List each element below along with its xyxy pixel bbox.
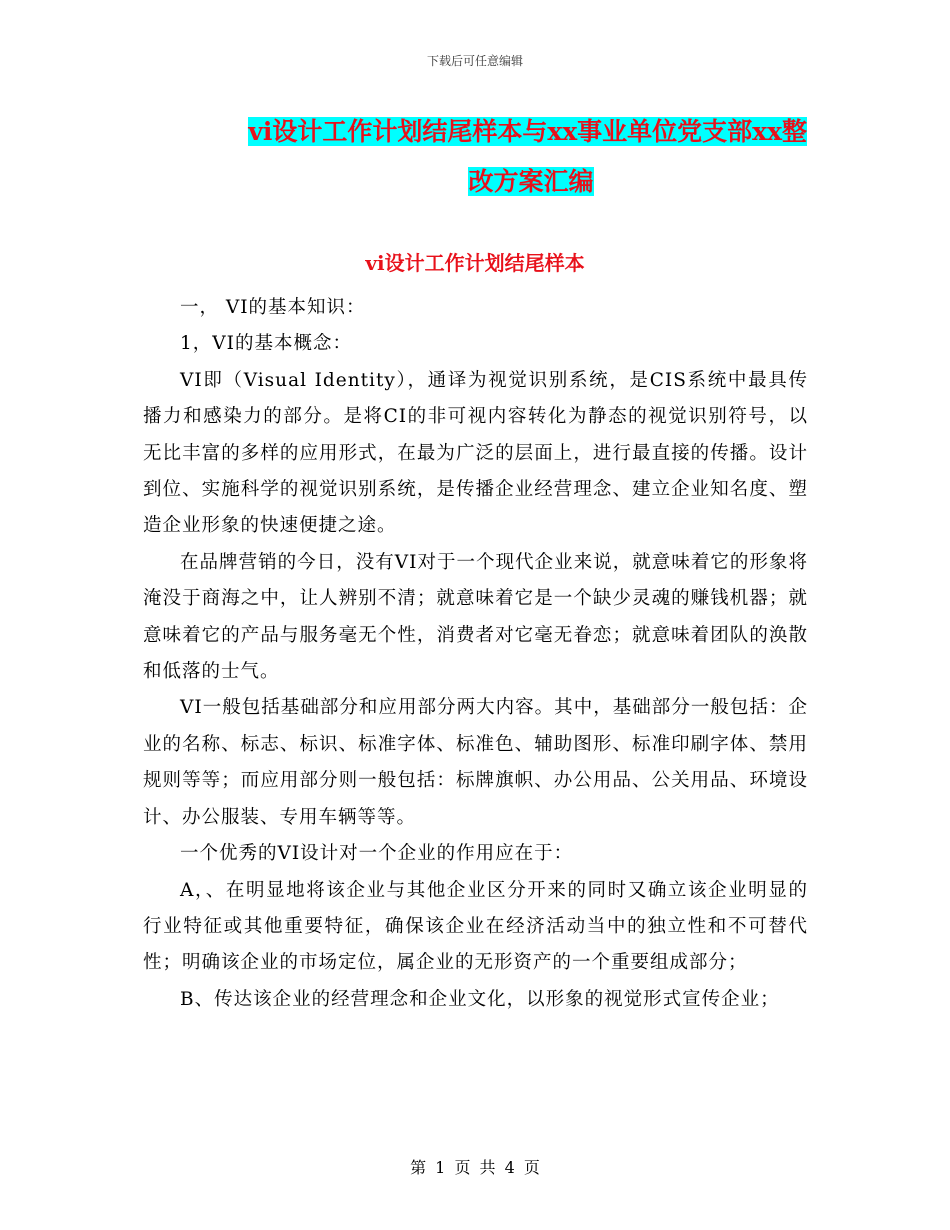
paragraph: VI一般包括基础部分和应用部分两大内容。其中，基础部分一般包括：企业的名称、标志、标识、标准字体、标准色、辅助图形、标准印刷字体、禁用规则等等；而应用部分则一般包括：标牌旗帜、办公用品、公关用品、环境设计、办公服装、专用车辆等等。 [143, 697, 808, 828]
document-title [195, 107, 807, 207]
paragraph: B、传达该企业的经营理念和企业文化，以形象的视觉形式宣传企业； [180, 988, 780, 1010]
document-body [143, 290, 808, 1018]
section-title: vi设计工作计划结尾样本 [365, 251, 585, 275]
header-note: 下载后可任意编辑 [426, 54, 523, 68]
title-line-2: 改方案汇编 [468, 167, 594, 196]
paragraph: 在品牌营销的今日，没有VI对于一个现代企业来说，就意味着它的形象将淹没于商海之中，让人辨别不清；就意味着它是一个缺少灵魂的赚钱机器；就意味着它的产品与服务毫无个性，消费者对它毫无眷恋；就意味着团队的涣散和低落的士气。 [143, 551, 808, 683]
paragraph: 一， VI的基本知识： [180, 297, 366, 318]
page-number: 第 1 页 共 4 页 [410, 1158, 540, 1177]
paragraph: A，、在明显地将该企业与其他企业区分开来的同时又确立该企业明显的行业特征或其他重要特征，确保该企业在经济活动当中的独立性和不可替代性；明确该企业的市场定位，属企业的无形资产的一个重要组成部分； [143, 879, 808, 974]
paragraph: VI即（Visual Identity），通译为视觉识别系统，是CIS系统中最具传播力和感染力的部分。是将CI的非可视内容转化为静态的视觉识别符号，以无比丰富的多样的应用形式，在最为广泛的层面上，进行最直接的传播。设计到位、实施科学的视觉识别系统，是传播企业经营理念、建立企业知名度、塑造企业形象的快速便捷之途。 [143, 369, 808, 537]
title-line-1: vi设计工作计划结尾样本与xx事业单位党支部xx整 [248, 117, 807, 146]
paragraph: 1，VI的基本概念： [180, 333, 352, 355]
paragraph: 一个优秀的VI设计对一个企业的作用应在于： [180, 843, 574, 865]
